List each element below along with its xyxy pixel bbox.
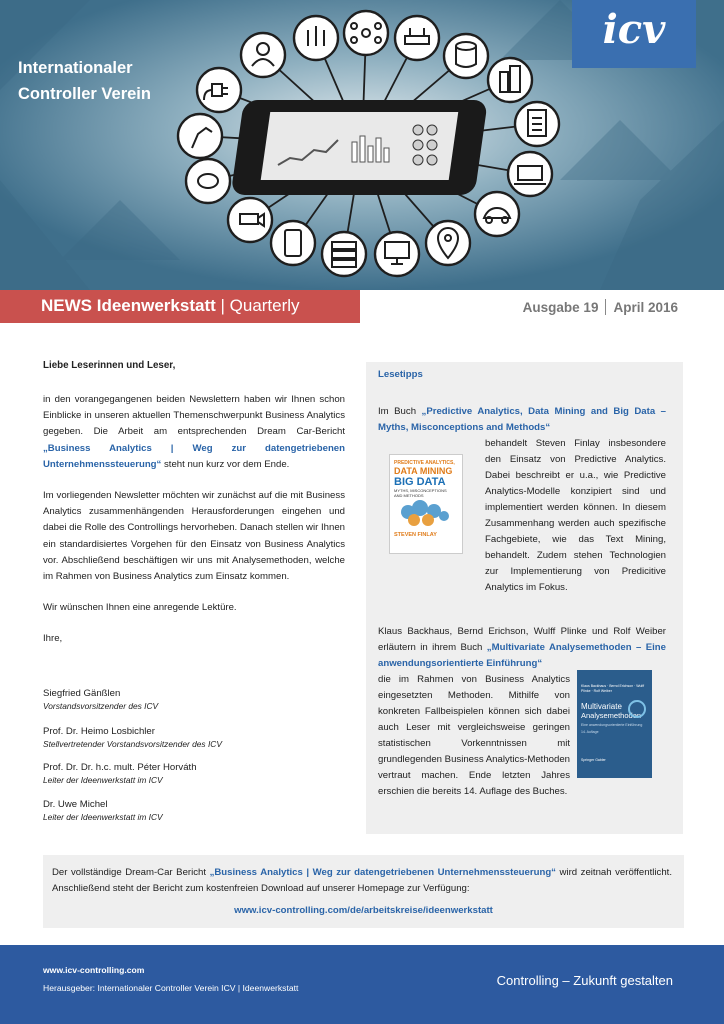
robot-arm-icon [178, 114, 222, 158]
signature-role: Leiter der Ideenwerkstatt im ICV [43, 775, 163, 785]
book1-cover-l3: BIG DATA [394, 476, 446, 488]
issue-number: Ausgabe 19 [522, 300, 599, 315]
network-icon [344, 11, 388, 55]
report-notice-text [52, 865, 672, 897]
signature-role: Vorstandsvorsitzender des ICV [43, 701, 159, 711]
p1-text-b: steht nun kurz vor dem Ende. [161, 458, 290, 470]
title-separator: | [215, 296, 230, 315]
tablet-dashboard [231, 100, 488, 195]
monitor-icon [375, 232, 419, 276]
camera-icon [228, 198, 272, 242]
signature-name: Prof. Dr. Dr. h.c. mult. Péter Horváth [43, 762, 197, 773]
page-footer [0, 945, 724, 1024]
reading-tips-title: Lesetipps [378, 369, 423, 380]
signature-name: Dr. Uwe Michel [43, 799, 108, 810]
footer-slogan: Controlling – Zukunft gestalten [496, 973, 673, 988]
book2-cover-subtitle: Eine anwendungsorientierte Einführung [581, 723, 643, 727]
book2-cover-authors: Klaus Backhaus · Bernd Erichson · Wulff Plinke · Rolf Weiber [581, 684, 645, 693]
report-notice-box [43, 855, 684, 928]
book1-cover-l2: DATA MINING [394, 466, 453, 476]
book1-cover-author: STEVEN FINLAY [394, 532, 437, 538]
footer-website-link[interactable]: www.icv-controlling.com [43, 965, 145, 975]
notice-text-b: wird zeitnah veröffentlicht. Anschließend steht der Bericht zum kostenfreien Download auf unserer Homepage zur Verfügung: [52, 867, 672, 894]
issue-divider [605, 299, 606, 315]
router-icon [395, 16, 439, 60]
signature-role: Stellvertretender Vorstandsvorsitzender des ICV [43, 739, 222, 749]
logo-text: icv [602, 6, 666, 53]
signature-3 [43, 761, 197, 787]
book2-cover-graphic [628, 700, 646, 718]
editorial-paragraph-2: Im vorliegenden Newsletter möchten wir zunächst auf die mit Business Analytics zusammenhängenden Herausforderungen eingehen und dabei die Rolle des Controllings hervorheben. Danach stellen wir Ihnen ein standardisiertes Vorgehen für den Einsatz von Business Analytics vor. Abschließend beschäftigen wir uns mit Analysemethoden, welche im Rahmen von Business Analytics zum Einsatz kommen. [43, 490, 345, 583]
issue-info [523, 299, 678, 315]
book2-cover-edition: 14. Auflage [581, 730, 599, 734]
laptop-icon [508, 152, 552, 196]
book1-text-top [378, 404, 666, 436]
newsletter-title-quarterly: Quarterly [229, 296, 300, 315]
book2-cover-title2: Analysemethoden [581, 711, 642, 720]
server-icon [322, 232, 366, 276]
hero-banner [0, 0, 724, 290]
signature-2 [43, 725, 222, 751]
book1-cover-cloud [390, 498, 460, 532]
org-name-line1: Internationaler [18, 59, 133, 77]
signature-name: Siegfried Gänßlen [43, 688, 121, 699]
book2-intro: Klaus Backhaus, Bernd Erichson, Wulff Plinke und Rolf Weiber erläutern in ihrem Buch [378, 626, 666, 653]
book2-cover [577, 670, 652, 778]
organization-name [18, 55, 151, 107]
report-title-link[interactable]: „Business Analytics | Weg zur datengetriebenen Unternehmenssteuerung“ [43, 442, 345, 470]
ideenwerkstatt-url-link[interactable]: www.icv-controlling.com/de/arbeitskreise/ideenwerkstatt [234, 905, 493, 916]
newsletter-title-bold: NEWS Ideenwerkstatt [41, 296, 216, 315]
org-name-line2: Controller Verein [18, 85, 151, 103]
greeting: Liebe Leserinnen und Leser, [43, 360, 176, 371]
ring-icon [186, 159, 230, 203]
signature-role: Leiter der Ideenwerkstatt im ICV [43, 812, 163, 822]
icv-logo [572, 0, 696, 68]
book2-cover-publisher: Springer Gabler [581, 758, 606, 762]
closing: Ihre, [43, 633, 63, 645]
plug-icon [197, 68, 241, 112]
book1-intro: Im Buch [378, 406, 422, 417]
database-icon [444, 34, 488, 78]
smartphone-icon [271, 221, 315, 265]
book1-title-link[interactable]: „Predictive Analytics, Data Mining and Big Data – Myths, Misconceptions and Methods“ [378, 406, 666, 433]
reading-tips-box [366, 362, 683, 834]
p1-text-a: in den vorangegangenen beiden Newslettern haben wir Ihnen schon Einblicke in unseren aktuellen Themenschwerpunkt Business Analytics gegeben. Die Arbeit am entsprechenden Dream Car-Bericht [43, 394, 345, 438]
book1-cover-l1: PREDICTIVE ANALYTICS, [394, 460, 455, 466]
book1-cover-l5: AND METHODS [394, 493, 424, 498]
book2-title-link[interactable]: „Multivariate Analysemethoden – Eine anwendungsorientierte Einführung“ [378, 642, 666, 669]
book1-cover [389, 454, 463, 554]
newsletter-title [41, 296, 300, 316]
signature-4 [43, 798, 163, 824]
notice-report-title[interactable]: „Business Analytics | Weg zur datengetriebenen Unternehmenssteuerung“ [209, 867, 556, 878]
book1-description: behandelt Steven Finlay insbesondere den Einsatz von Predictive Analytics. Dabei beschreibt er u.a., wie Predictive Analytics-Modelle konzipiert sind und implementiert werden können. In diesem Zusammenhang werden auch spezifische Fachgebiete, wie das Text Mining, behandelt. Zudem stehen Technologien zur Implementierung von Predicitive Analytics im Fokus. [485, 438, 666, 593]
footer-publisher: Herausgeber: Internationaler Controller Verein ICV | Ideenwerkstatt [43, 983, 299, 993]
book1-cover-l4: MYTHS, MISCONCEPTIONS [394, 488, 447, 493]
editorial-column [43, 392, 345, 663]
book2-text-top [378, 624, 666, 672]
book2-description: die im Rahmen von Business Analytics eingesetzten Methoden. Mithilfe von konkreten Fallbeispielen können sich dabei auch Leser mit vergleichsweise geringen statistischen Vorkenntnissen mit grundlegenden Business Analytics-Methoden vertraut machen. Ende letzten Jahres erschien die bereits 14. Auflage des Buches. [378, 674, 571, 797]
editorial-paragraph-1 [43, 392, 345, 473]
issue-date: April 2016 [613, 300, 678, 315]
editorial-paragraph-3: Wir wünschen Ihnen eine anregende Lektüre. [43, 602, 237, 614]
notice-text-a: Der vollständige Dream-Car Bericht [52, 867, 210, 878]
newsletter-title-bar [0, 290, 360, 323]
book2-cover-title1: Multivariate [581, 702, 622, 711]
car-icon [475, 192, 519, 236]
signature-name: Prof. Dr. Heimo Losbichler [43, 726, 155, 737]
signature-1 [43, 687, 158, 713]
